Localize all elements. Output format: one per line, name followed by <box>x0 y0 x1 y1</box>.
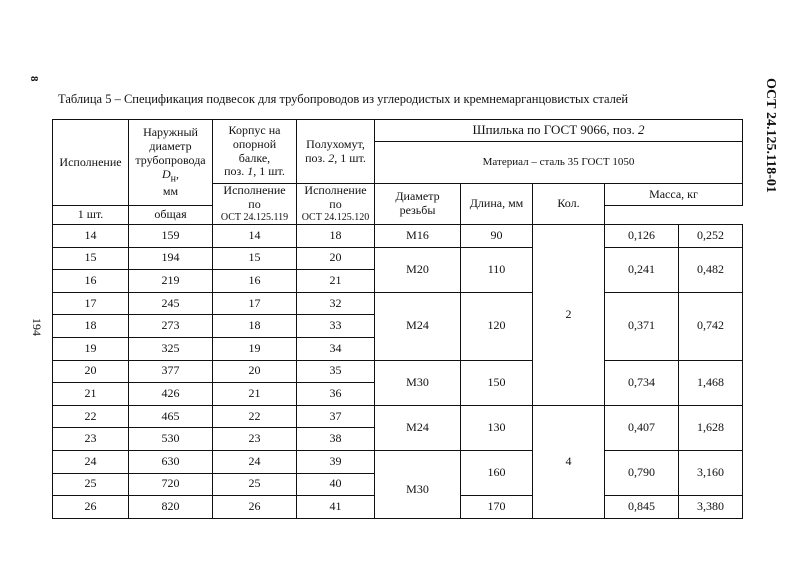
header-ispolnenie: Исполнение <box>53 120 129 206</box>
header-diameter-comma: , <box>176 166 180 181</box>
header-korpus <box>213 120 297 184</box>
cell-korpus: 15 <box>213 247 297 270</box>
header-diameter-unit: мм <box>162 183 179 198</box>
header-korpus-sub <box>213 184 297 225</box>
cell-polu: 39 <box>297 450 375 473</box>
cell-qty: 4 <box>533 405 605 518</box>
cell-korpus: 21 <box>213 383 297 406</box>
cell-thread: М20 <box>375 247 461 292</box>
cell-length: 120 <box>461 292 533 360</box>
cell-qty: 2 <box>533 225 605 406</box>
header-polu-sub-line3: ОСТ 24.125.120 <box>301 212 370 224</box>
cell-korpus: 23 <box>213 428 297 451</box>
cell-polu: 32 <box>297 292 375 315</box>
specification-table <box>52 119 743 519</box>
cell-thread: М30 <box>375 450 461 518</box>
cell-mass-total: 0,742 <box>679 292 743 360</box>
cell-diameter: 325 <box>129 337 213 360</box>
cell-polu: 20 <box>297 247 375 270</box>
table-row <box>53 360 743 383</box>
header-diameter-symbol-line <box>131 168 210 185</box>
cell-ispolnenie: 19 <box>53 337 129 360</box>
cell-ispolnenie: 25 <box>53 473 129 496</box>
cell-polu: 37 <box>297 405 375 428</box>
header-qty: Кол. <box>533 184 605 225</box>
cell-mass-total: 3,380 <box>679 496 743 519</box>
header-korpus-line3: балке, <box>238 150 271 165</box>
header-polu-sub-line2: по <box>329 197 342 212</box>
header-korpus-pos-suffix: , 1 шт. <box>253 164 285 179</box>
cell-diameter: 245 <box>129 292 213 315</box>
cell-ispolnenie: 18 <box>53 315 129 338</box>
cell-diameter: 219 <box>129 270 213 293</box>
cell-thread: М24 <box>375 292 461 360</box>
cell-korpus: 18 <box>213 315 297 338</box>
cell-korpus: 24 <box>213 450 297 473</box>
cell-mass-one: 0,845 <box>605 496 679 519</box>
cell-mass-total: 0,482 <box>679 247 743 292</box>
cell-ispolnenie: 16 <box>53 270 129 293</box>
cell-polu: 18 <box>297 225 375 248</box>
cell-mass-total: 1,628 <box>679 405 743 450</box>
header-length: Длина, мм <box>461 184 533 225</box>
cell-diameter: 720 <box>129 473 213 496</box>
header-diameter-symbol: D <box>161 166 171 181</box>
header-thread <box>375 184 461 225</box>
cell-diameter: 426 <box>129 383 213 406</box>
cell-thread: М16 <box>375 225 461 248</box>
header-polu-line1: Полухомут, <box>306 136 365 151</box>
cell-ispolnenie: 20 <box>53 360 129 383</box>
cell-korpus: 14 <box>213 225 297 248</box>
cell-korpus: 22 <box>213 405 297 428</box>
cell-ispolnenie: 15 <box>53 247 129 270</box>
cell-polu: 35 <box>297 360 375 383</box>
cell-length: 170 <box>461 496 533 519</box>
cell-korpus: 20 <box>213 360 297 383</box>
cell-ispolnenie: 17 <box>53 292 129 315</box>
cell-ispolnenie: 24 <box>53 450 129 473</box>
page-number-side: 194 <box>30 318 44 336</box>
table-row <box>53 450 743 473</box>
header-thread-line2: резьбы <box>399 203 436 217</box>
cell-ispolnenie: 26 <box>53 496 129 519</box>
table-row <box>53 225 743 248</box>
cell-polu: 36 <box>297 383 375 406</box>
header-korpus-sub-line2: по <box>248 197 261 212</box>
header-shpilka-pos: 2 <box>637 122 645 138</box>
table-row <box>53 405 743 428</box>
header-shpilka-label: Шпилька по ГОСТ 9066, поз. <box>472 122 635 138</box>
cell-mass-one: 0,371 <box>605 292 679 360</box>
header-mass-total: общая <box>129 206 213 225</box>
cell-length: 110 <box>461 247 533 292</box>
header-korpus-pos <box>215 165 294 179</box>
header-mass-one: 1 шт. <box>53 206 129 225</box>
cell-diameter: 530 <box>129 428 213 451</box>
cell-korpus: 26 <box>213 496 297 519</box>
cell-thread: М24 <box>375 405 461 450</box>
cell-length: 160 <box>461 450 533 495</box>
header-polu-pos <box>299 152 372 166</box>
cell-ispolnenie: 21 <box>53 383 129 406</box>
header-polu-pos-prefix: поз. <box>305 150 326 165</box>
header-polu-sub-line1: Исполнение <box>304 183 367 198</box>
cell-mass-total: 1,468 <box>679 360 743 405</box>
header-korpus-sub-line3: ОСТ 24.125.119 <box>220 212 289 224</box>
header-diameter-line2: диаметр <box>149 139 192 154</box>
cell-diameter: 377 <box>129 360 213 383</box>
header-mass: Масса, кг <box>605 184 743 206</box>
document-number: ОСТ 24.125.118-01 <box>763 78 778 193</box>
header-polu-pos-suffix: , 1 шт. <box>334 150 366 165</box>
header-korpus-line2: опорной <box>232 136 277 151</box>
cell-mass-total: 0,252 <box>679 225 743 248</box>
table-caption: Таблица 5 – Спецификация подвесок для трубопроводов из углеродистых и кремнемарганцовистых сталей <box>58 92 629 106</box>
cell-polu: 40 <box>297 473 375 496</box>
cell-mass-one: 0,734 <box>605 360 679 405</box>
cell-polu: 33 <box>297 315 375 338</box>
cell-polu: 41 <box>297 496 375 519</box>
header-polu-pos-number: 2 <box>328 150 335 165</box>
cell-diameter: 465 <box>129 405 213 428</box>
header-shpilka <box>375 120 743 142</box>
header-material: Материал – сталь 35 ГОСТ 1050 <box>375 142 743 184</box>
cell-diameter: 820 <box>129 496 213 519</box>
cell-ispolnenie: 14 <box>53 225 129 248</box>
header-diameter-subscript: н <box>170 173 177 185</box>
cell-mass-one: 0,790 <box>605 450 679 495</box>
cell-diameter: 194 <box>129 247 213 270</box>
cell-thread: М30 <box>375 360 461 405</box>
cell-diameter: 273 <box>129 315 213 338</box>
header-polu-sub <box>297 184 375 225</box>
header-diameter-line1: Наружный <box>143 125 198 140</box>
cell-polu: 38 <box>297 428 375 451</box>
header-korpus-pos-prefix: поз. <box>224 164 245 179</box>
header-diameter-line3: трубопровода <box>135 153 206 168</box>
cell-polu: 34 <box>297 337 375 360</box>
cell-korpus: 16 <box>213 270 297 293</box>
cell-diameter: 630 <box>129 450 213 473</box>
cell-ispolnenie: 23 <box>53 428 129 451</box>
cell-length: 150 <box>461 360 533 405</box>
cell-korpus: 25 <box>213 473 297 496</box>
header-korpus-pos-number: 1 <box>247 164 254 179</box>
table-row <box>53 247 743 270</box>
cell-mass-one: 0,126 <box>605 225 679 248</box>
header-polu <box>297 120 375 184</box>
table-row <box>53 292 743 315</box>
header-thread-line1: Диаметр <box>395 189 440 204</box>
cell-korpus: 19 <box>213 337 297 360</box>
cell-mass-one: 0,407 <box>605 405 679 450</box>
cell-diameter: 159 <box>129 225 213 248</box>
header-korpus-sub-line1: Исполнение <box>223 183 286 198</box>
page-number-top: 8 <box>28 76 40 82</box>
cell-mass-one: 0,241 <box>605 247 679 292</box>
cell-ispolnenie: 22 <box>53 405 129 428</box>
cell-length: 90 <box>461 225 533 248</box>
cell-mass-total: 3,160 <box>679 450 743 495</box>
cell-length: 130 <box>461 405 533 450</box>
header-diameter <box>129 120 213 206</box>
cell-korpus: 17 <box>213 292 297 315</box>
cell-polu: 21 <box>297 270 375 293</box>
header-korpus-line1: Корпус на <box>228 122 281 137</box>
